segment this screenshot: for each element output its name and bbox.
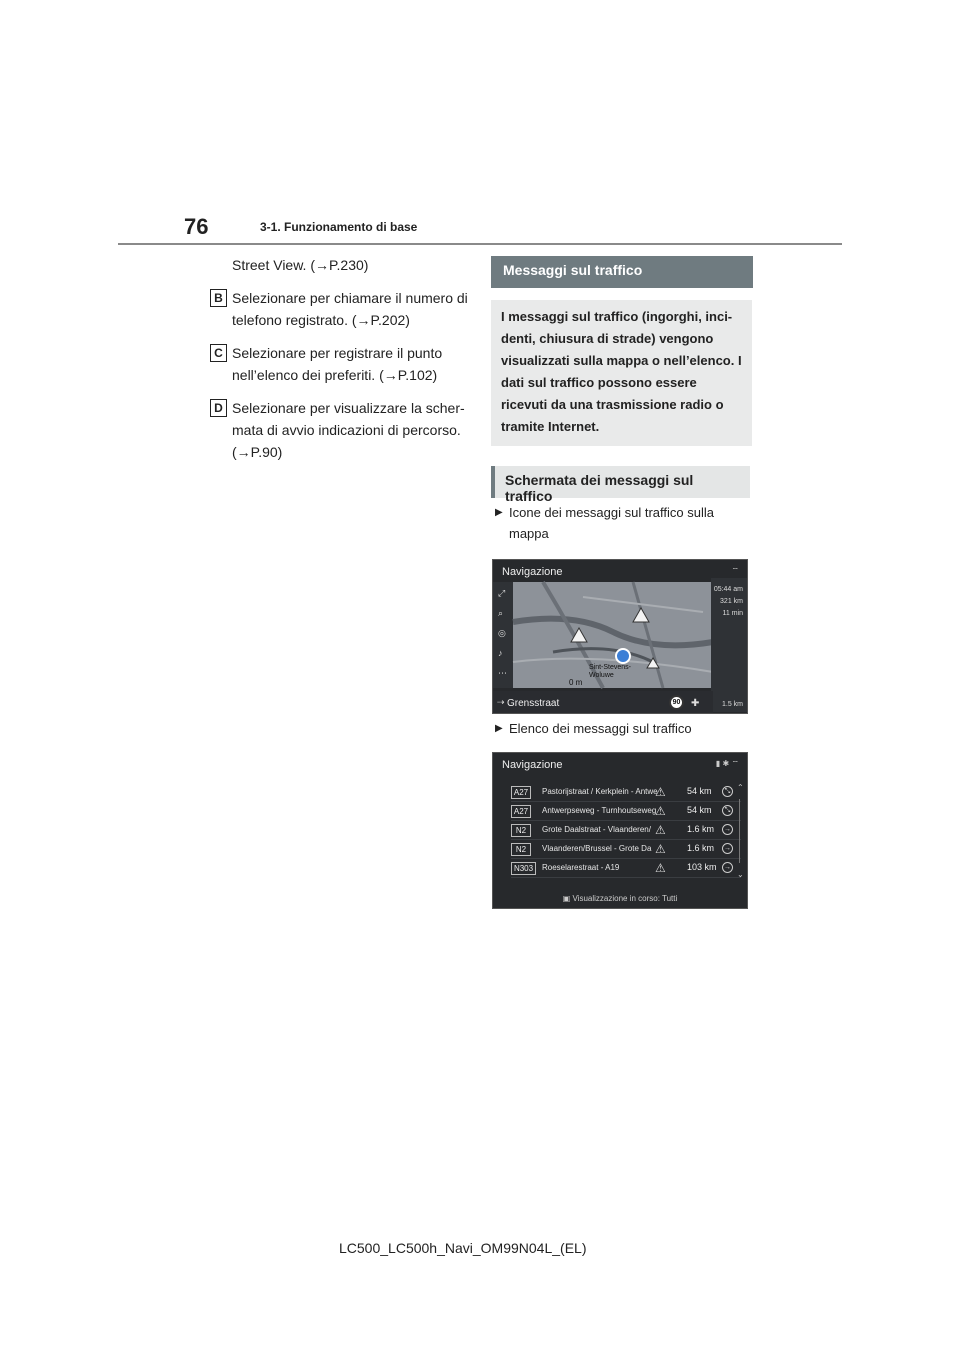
warning-icon: ⚠: [655, 842, 666, 856]
list-item[interactable]: [511, 840, 741, 859]
route-on-icon: →: [724, 864, 731, 871]
map-screen: [492, 559, 748, 714]
bullet-list-text: Elenco dei messaggi sul traffico: [509, 721, 692, 736]
chapter-title: 3-1. Funzionamento di base: [260, 220, 418, 234]
route-off-icon: ⤡: [722, 786, 733, 797]
row-distance: 1.6 km: [687, 843, 715, 853]
list-item[interactable]: [511, 802, 741, 821]
road-badge: A27: [511, 805, 531, 818]
row-name: Roeselarestraat - A19: [542, 863, 620, 872]
route-info-panel: [711, 578, 747, 712]
row-name: Antwerpseweg - Turnhoutseweg: [542, 806, 657, 815]
warning-icon: ⚠: [655, 804, 666, 818]
bullet-arrow-icon: ▶: [495, 723, 503, 734]
bullet-map-text: Icone dei messaggi sul traffico sulla mappa: [509, 505, 714, 541]
road-badge: N303: [511, 862, 536, 875]
more-icon[interactable]: ⋯: [498, 668, 507, 678]
scroll-down-icon[interactable]: ⌄: [737, 870, 744, 879]
row-distance: 54 km: [687, 805, 712, 815]
list-item[interactable]: [511, 859, 741, 878]
item-c-text: Selezionare per registrare il punto nell’elenco dei preferiti. (→P.102): [232, 345, 443, 383]
street-view-text: [210, 254, 470, 276]
volume-icon[interactable]: ♪: [498, 648, 503, 658]
filter-text: Visualizzazione in corso: Tutti: [572, 894, 678, 903]
route-on-icon: →: [724, 845, 731, 852]
item-b-text: Selezionare per chiamare il numero di telefono registrato. (→P.202): [232, 290, 468, 328]
place-label: Sint-Stevens-Woluwe: [589, 664, 632, 679]
row-name: Grote Daalstraat - Vlaanderen/: [542, 825, 651, 834]
route-off-icon: ⤡: [722, 805, 733, 816]
signal-bluetooth-icon: ▮ ✱ ⌔: [715, 759, 739, 768]
street-view-label: Street View. (→P.230): [232, 257, 369, 273]
left-column: [210, 254, 470, 474]
section-body-traffic: I messaggi sul traffico (ingorghi, inci-denti, chiusura di strade) vengono visualizzati sulla mappa o nell’elenco. I dati sul traffico possono essere ricevuti da una trasmissione radio o tramite Internet.: [491, 300, 752, 446]
map-toolbar: [493, 582, 513, 688]
list-item[interactable]: [511, 821, 741, 840]
bullet-list: [495, 718, 745, 739]
letter-b-badge: B: [210, 289, 227, 307]
delay-value: 11 min: [722, 610, 743, 617]
item-c: [210, 342, 470, 386]
map-view[interactable]: [513, 582, 713, 688]
row-distance: 54 km: [687, 786, 712, 796]
bullet-map-icons: [495, 502, 745, 544]
scroll-track: [739, 799, 740, 863]
map-bottom-bar: [493, 691, 713, 713]
item-d-text: Selezionare per visualizzare la scher-mata di avvio indicazioni di percorso. (→P.90): [232, 400, 465, 460]
section-title-screen: Schermata dei messaggi sul traffico: [491, 466, 750, 498]
model-code-footer: LC500_LC500h_Navi_OM99N04L_(EL): [339, 1240, 587, 1256]
add-icon[interactable]: ✚: [691, 698, 700, 709]
speed-limit-sign: 90: [669, 695, 684, 710]
bullet-arrow-icon: ▶: [495, 507, 503, 518]
list-item[interactable]: [511, 783, 741, 802]
list-filter-status[interactable]: [493, 890, 747, 908]
warning-icon: ⚠: [655, 785, 666, 799]
map-scale: 1.5 km: [721, 701, 743, 708]
filter-icon: ▣: [562, 894, 573, 903]
road-badge: A27: [511, 786, 531, 799]
warning-icon: ⚠: [655, 861, 666, 875]
section-title-traffic: Messaggi sul traffico: [491, 256, 753, 288]
header-divider: [118, 243, 842, 245]
search-icon[interactable]: ⌕: [498, 608, 504, 618]
item-d: [210, 397, 470, 463]
row-distance: 1.6 km: [687, 824, 715, 834]
expand-icon[interactable]: ⤢: [498, 588, 506, 598]
letter-c-badge: C: [210, 344, 227, 362]
road-badge: N2: [511, 843, 531, 856]
route-icon[interactable]: ◎: [498, 628, 506, 638]
route-on-icon: →: [724, 826, 731, 833]
list-scrollbar[interactable]: [737, 783, 743, 879]
wifi-icon: ⌔: [731, 566, 739, 575]
right-column: [491, 256, 753, 504]
current-street: Grensstraat: [507, 698, 560, 709]
direction-arrow-icon: ⇢: [497, 697, 505, 707]
page-number: 76: [184, 214, 209, 239]
scroll-up-icon[interactable]: ⌃: [737, 783, 744, 792]
row-distance: 103 km: [687, 862, 717, 872]
letter-d-badge: D: [210, 399, 227, 417]
item-b: [210, 287, 470, 331]
warning-icon: ⚠: [655, 823, 666, 837]
map-screen-title: Navigazione: [502, 566, 563, 578]
list-screen: [492, 752, 748, 909]
row-name: Vlaanderen/Brussel - Grote Da: [542, 844, 652, 853]
distance-marker: 0 m: [569, 678, 583, 687]
traffic-list: [511, 783, 741, 878]
list-screen-title: Navigazione: [502, 759, 563, 771]
remaining-distance: 321 km: [720, 598, 743, 605]
eta-value: 05:44 am: [713, 586, 743, 593]
road-badge: N2: [511, 824, 531, 837]
row-name: Pastorijstraat / Kerkplein - Antwe: [542, 787, 658, 796]
